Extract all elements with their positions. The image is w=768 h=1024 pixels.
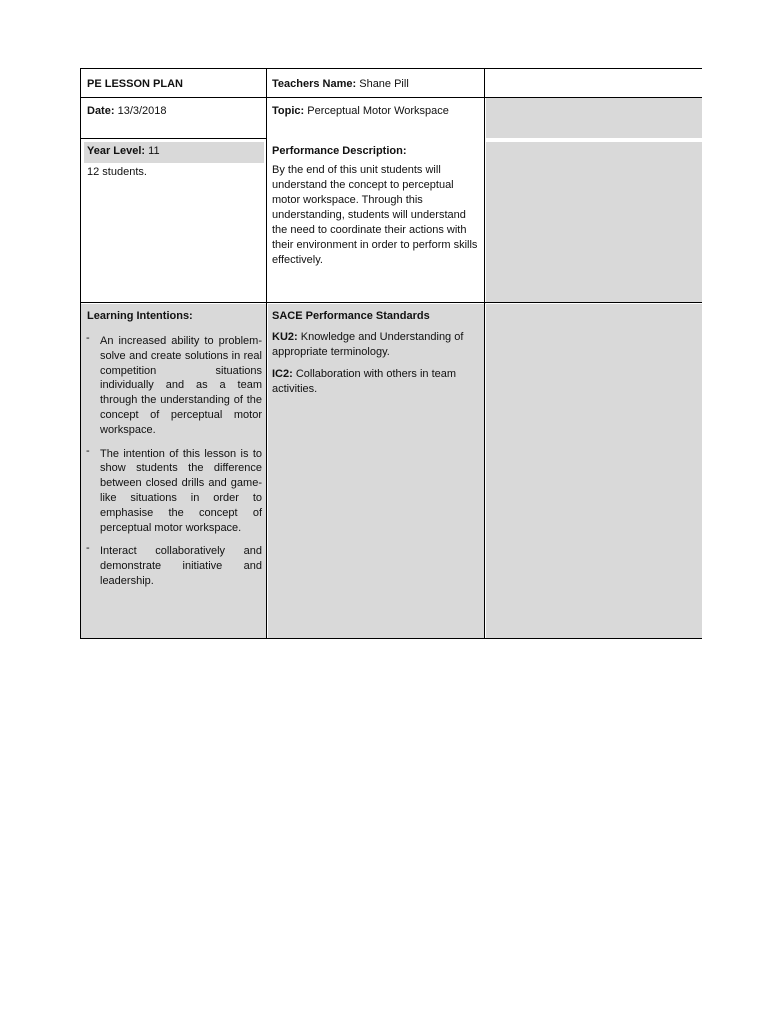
standard-text: Collaboration with others in team activities. [272, 368, 457, 395]
intention-text: An increased ability to problem-solve and create solutions in real competition situations individually and as a team through the understanding of the concept of perceptual motor workspace. [100, 335, 262, 436]
teacher-label: Teachers Name: [272, 78, 357, 90]
topic-label: Topic: [272, 105, 305, 117]
teacher-name [272, 77, 409, 92]
table-top-border [80, 68, 702, 69]
intention-text: Interact collaboratively and demonstrate initiative and leadership. [100, 545, 262, 587]
standard-ic2 [272, 367, 478, 397]
date-label: Date: [87, 105, 115, 117]
topic-field [272, 104, 449, 119]
plan-title: PE LESSON PLAN [87, 78, 183, 90]
standard-ku2 [272, 330, 480, 360]
year-level-value: 11 [148, 145, 160, 157]
intention-text: The intention of this lesson is to show students the difference between closed drills and game-like situations in order to emphasise the concept of perceptual motor workspace. [100, 447, 262, 534]
list-item [86, 334, 262, 438]
row-divider-2 [80, 138, 267, 139]
dash-bullet-icon: - [86, 444, 90, 457]
topic-value: Perceptual Motor Workspace [307, 105, 449, 117]
learning-intentions-label: Learning Intentions: [87, 310, 193, 322]
list-item [86, 544, 262, 588]
student-count: 12 students. [87, 166, 147, 178]
column-divider-1 [266, 68, 267, 639]
row-divider-1 [80, 97, 702, 98]
year-row-right-cell [486, 142, 702, 302]
column-divider-2 [484, 68, 485, 639]
dash-bullet-icon: - [86, 542, 90, 555]
performance-label: Performance Description: [272, 145, 407, 157]
sace-standards-label: SACE Performance Standards [272, 310, 430, 322]
standard-code: KU2: [272, 331, 298, 343]
year-level-field [87, 144, 160, 159]
list-item [86, 444, 262, 536]
date-row-right-cell [486, 98, 702, 138]
row-divider-3 [80, 302, 702, 303]
date-value: 13/3/2018 [117, 105, 167, 117]
standard-code: IC2: [272, 368, 293, 380]
date-field [87, 104, 167, 119]
learning-row-right-cell [486, 304, 702, 638]
year-level-label: Year Level: [87, 145, 146, 157]
table-left-border [80, 68, 81, 639]
dash-bullet-icon: - [86, 332, 90, 344]
teacher-value: Shane Pill [359, 78, 409, 90]
learning-intentions-list [86, 334, 262, 598]
standard-text: Knowledge and Understanding of appropriate terminology. [272, 331, 464, 358]
table-bottom-border [80, 638, 702, 639]
performance-description: By the end of this unit students will understand the concept to perceptual motor workspace. Through this understanding, students will understand the need to coordinate their actions with their environment in order to perform skills effectively. [272, 164, 478, 266]
